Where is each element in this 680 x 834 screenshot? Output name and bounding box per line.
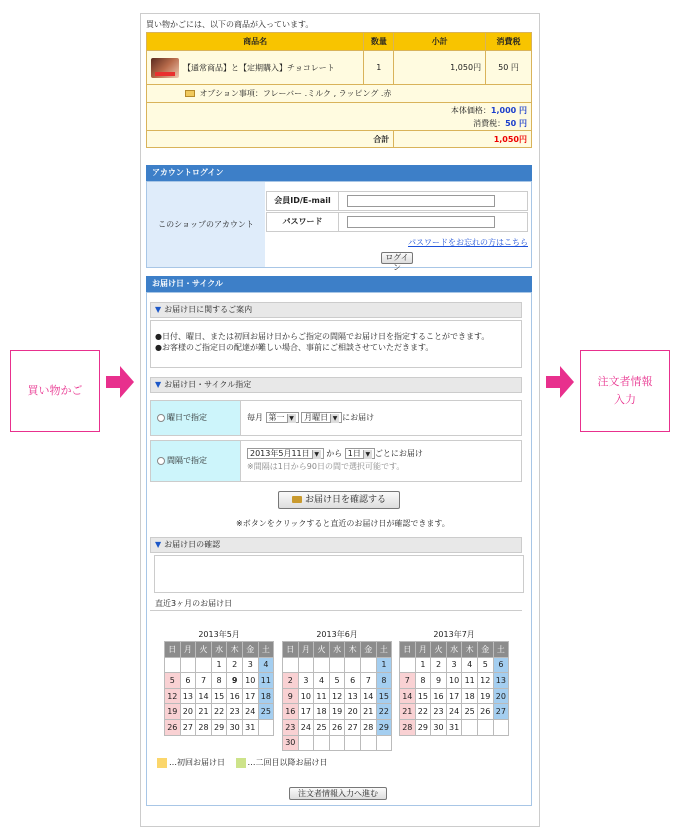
cart-table — [146, 32, 532, 148]
guide-box — [150, 320, 522, 368]
forgot-password-link[interactable]: パスワードをお忘れの方はこちら — [408, 238, 528, 247]
calendar-day: 4 — [314, 673, 330, 689]
calendar-may — [164, 629, 274, 736]
option-text: オプション事項：フレーバー .ミルク , ラッピング .赤 — [199, 89, 392, 98]
step-order-info-box — [580, 350, 670, 432]
product-thumbnail — [151, 58, 179, 78]
weekday-select-value: 月曜日 — [304, 413, 329, 422]
confirm-delivery-label: お届け日を確認する — [304, 495, 386, 505]
calendar-week — [283, 735, 392, 751]
weekday-header: 月 — [415, 642, 431, 658]
calendar-day: 11 — [258, 673, 274, 689]
calendar-day: 29 — [415, 719, 431, 735]
calendar-day: 17 — [298, 704, 314, 720]
check-title: お届け日の確認 — [164, 540, 221, 549]
legend — [157, 757, 328, 768]
total-label: 合計 — [147, 131, 394, 148]
triangle-down-icon: ▼ — [155, 380, 162, 389]
week-select[interactable] — [266, 412, 299, 423]
calendar-day: 25 — [258, 704, 274, 720]
calendar-week — [283, 673, 392, 689]
calendar-day — [345, 735, 361, 751]
calendar-day: 20 — [493, 688, 509, 704]
calendar-day: 23 — [283, 719, 299, 735]
summary-row — [147, 103, 532, 131]
calendar-day: 20 — [345, 704, 361, 720]
col-qty: 数量 — [364, 33, 394, 51]
product-tax: 50 円 — [486, 51, 532, 85]
calendar-day: 16 — [283, 704, 299, 720]
login-id-input[interactable] — [347, 195, 495, 207]
calendar-day: 15 — [415, 688, 431, 704]
calendar-day: 9 — [227, 673, 243, 689]
cycle-header — [150, 377, 522, 393]
interval-option-row — [150, 440, 522, 482]
interval-note: ※間隔は1日から90日の間で選択可能です。 — [247, 462, 405, 471]
calendar-day: 9 — [283, 688, 299, 704]
calendar-june — [282, 629, 392, 751]
calendar-day: 12 — [329, 688, 345, 704]
calendar-day: 18 — [258, 688, 274, 704]
calendar-day: 4 — [462, 657, 478, 673]
col-product: 商品名 — [147, 33, 364, 51]
calendar-day: 5 — [165, 673, 181, 689]
calendar-day — [258, 719, 274, 735]
chevron-down-icon: ▼ — [312, 450, 321, 459]
calendar-day: 30 — [431, 719, 447, 735]
calendar-day — [298, 657, 314, 673]
calendar-day: 5 — [477, 657, 493, 673]
calendar-day — [462, 719, 478, 735]
tax-label: 消費税： — [473, 118, 506, 128]
calendar-day: 23 — [431, 704, 447, 720]
truck-icon — [292, 496, 302, 503]
calendar-day: 29 — [211, 719, 227, 735]
calendar-day: 11 — [314, 688, 330, 704]
login-header: アカウントログイン — [146, 165, 532, 181]
calendar-day: 1 — [211, 657, 227, 673]
calendar-day: 7 — [400, 673, 416, 689]
later-delivery-swatch — [236, 758, 246, 768]
col-tax: 消費税 — [486, 33, 532, 51]
weekday-header: 火 — [314, 642, 330, 658]
weekday-header: 水 — [211, 642, 227, 658]
calendar-day: 20 — [180, 704, 196, 720]
weekday-option-row — [150, 400, 522, 436]
calendar-day: 1 — [376, 657, 392, 673]
calendar-day: 26 — [329, 719, 345, 735]
calendar-week — [400, 704, 509, 720]
login-password-row — [266, 212, 528, 232]
weekday-select[interactable] — [301, 412, 342, 423]
base-price-value: 1,000 円 — [490, 105, 527, 115]
calendar-day: 6 — [345, 673, 361, 689]
calendar-day: 27 — [345, 719, 361, 735]
check-result-box — [154, 555, 524, 593]
cart-intro: 買い物かごには、以下の商品が入っています。 — [146, 20, 314, 29]
calendar-day: 12 — [477, 673, 493, 689]
chevron-down-icon: ▼ — [287, 414, 296, 423]
calendar-title: 2013年7月 — [433, 630, 475, 639]
guide-line: ●日付、曜日、または初回お届け日からご指定の間隔でお届け日を指定することができます。 — [155, 332, 490, 341]
step-order-info-label-1: 注文者情報 — [597, 375, 653, 388]
calendar-day: 10 — [242, 673, 258, 689]
chevron-down-icon: ▼ — [363, 450, 372, 459]
calendar-day — [196, 657, 212, 673]
calendar-day: 10 — [446, 673, 462, 689]
folder-icon — [185, 90, 195, 97]
calendar-day: 4 — [258, 657, 274, 673]
weekday-header: 日 — [400, 642, 416, 658]
calendar-grid — [399, 641, 509, 736]
calendar-day: 21 — [360, 704, 376, 720]
weekday-header: 日 — [165, 642, 181, 658]
calendar-day — [165, 657, 181, 673]
calendar-day: 8 — [415, 673, 431, 689]
calendar-day: 7 — [360, 673, 376, 689]
product-qty: 1 — [364, 51, 394, 85]
interval-days-value: 1日 — [347, 449, 361, 458]
calendar-day: 14 — [196, 688, 212, 704]
calendar-day: 23 — [227, 704, 243, 720]
chevron-down-icon: ▼ — [330, 414, 339, 423]
delivery-header: お届け日・サイクル — [146, 276, 532, 292]
weekday-header: 土 — [258, 642, 274, 658]
weekday-header: 火 — [196, 642, 212, 658]
weekday-header: 木 — [345, 642, 361, 658]
guide-line: ●お客様のご指定日の配達が難しい場合、事前にご相談させていただきます。 — [155, 343, 434, 352]
calendar-week — [165, 673, 274, 689]
calendar-day — [360, 735, 376, 751]
weekday-header: 月 — [180, 642, 196, 658]
calendar-day: 14 — [360, 688, 376, 704]
weekday-header: 木 — [462, 642, 478, 658]
calendar-day: 24 — [446, 704, 462, 720]
confirm-delivery-button[interactable] — [278, 491, 400, 509]
weekday-header: 金 — [477, 642, 493, 658]
calendar-day: 24 — [298, 719, 314, 735]
calendar-week — [165, 719, 274, 735]
weekday-header: 金 — [242, 642, 258, 658]
login-password-label: パスワード — [267, 213, 339, 231]
calendar-day: 26 — [165, 719, 181, 735]
calendar-day: 14 — [400, 688, 416, 704]
check-header — [150, 537, 522, 553]
weekday-suffix: にお届け — [342, 413, 375, 422]
guide-title: お届け日に関するご案内 — [164, 305, 253, 314]
calendar-day — [298, 735, 314, 751]
calendar-day: 19 — [477, 688, 493, 704]
calendar-title: 2013年5月 — [198, 630, 240, 639]
calendar-week — [283, 719, 392, 735]
calendar-day: 19 — [165, 704, 181, 720]
calendar-day: 26 — [477, 704, 493, 720]
calendar-day: 15 — [376, 688, 392, 704]
calendar-week — [283, 704, 392, 720]
recent-label: 直近3ヶ月のお届け日 — [155, 599, 233, 608]
calendar-day: 22 — [376, 704, 392, 720]
triangle-down-icon: ▼ — [155, 540, 162, 549]
calendar-grid — [164, 641, 274, 736]
calendar-day — [329, 657, 345, 673]
weekday-header: 木 — [227, 642, 243, 658]
calendar-day — [360, 657, 376, 673]
calendar-day: 13 — [180, 688, 196, 704]
calendar-day: 30 — [227, 719, 243, 735]
calendar-day: 24 — [242, 704, 258, 720]
calendar-day: 25 — [314, 719, 330, 735]
radio-button[interactable] — [157, 414, 165, 422]
week-select-value: 第一 — [268, 413, 285, 422]
option-row — [147, 85, 532, 103]
calendar-day: 29 — [376, 719, 392, 735]
calendar-day — [329, 735, 345, 751]
weekday-prefix: 毎月 — [247, 413, 263, 422]
calendar-july — [399, 629, 509, 736]
interval-suffix: ごとにお届け — [374, 449, 423, 458]
calendar-day: 17 — [446, 688, 462, 704]
col-subtotal: 小計 — [394, 33, 486, 51]
cycle-title: お届け日・サイクル指定 — [164, 380, 252, 389]
product-subtotal: 1,050円 — [394, 51, 486, 85]
next-step-button[interactable]: 注文者情報入力へ進む — [289, 787, 387, 800]
step-cart-label: 買い物かご — [27, 384, 83, 397]
start-date-value: 2013年5月11日 — [250, 449, 310, 458]
calendar-day: 27 — [493, 704, 509, 720]
divider — [150, 610, 522, 611]
calendar-day: 18 — [462, 688, 478, 704]
calendar-day: 3 — [298, 673, 314, 689]
weekday-header: 水 — [446, 642, 462, 658]
calendar-day — [283, 657, 299, 673]
tax-value: 50 円 — [505, 118, 527, 128]
total-value: 1,050円 — [394, 131, 532, 148]
step-cart-box — [10, 350, 100, 432]
calendar-day: 6 — [493, 657, 509, 673]
interval-days-select[interactable] — [345, 448, 375, 459]
calendar-day: 22 — [211, 704, 227, 720]
weekday-header: 土 — [376, 642, 392, 658]
weekday-header: 月 — [298, 642, 314, 658]
calendar-day: 31 — [242, 719, 258, 735]
login-id-label: 会員ID/E-mail — [267, 192, 339, 210]
calendar-day: 2 — [431, 657, 447, 673]
table-row — [147, 51, 532, 85]
legend-first: …初回お届け日 — [169, 758, 225, 767]
calendar-day: 25 — [462, 704, 478, 720]
calendar-day: 28 — [196, 719, 212, 735]
calendar-day: 16 — [431, 688, 447, 704]
login-id-row — [266, 191, 528, 211]
calendar-day: 31 — [446, 719, 462, 735]
total-row — [147, 131, 532, 148]
calendar-day: 5 — [329, 673, 345, 689]
calendar-day: 8 — [376, 673, 392, 689]
calendar-day: 18 — [314, 704, 330, 720]
weekday-option-label: 曜日で指定 — [167, 413, 207, 422]
calendar-day: 3 — [446, 657, 462, 673]
calendar-day: 1 — [415, 657, 431, 673]
calendar-day: 9 — [431, 673, 447, 689]
start-date-select[interactable] — [247, 448, 324, 459]
interval-option[interactable] — [151, 441, 241, 481]
calendar-day — [345, 657, 361, 673]
calendar-title: 2013年6月 — [316, 630, 358, 639]
calendar-day: 27 — [180, 719, 196, 735]
calendar-day: 13 — [345, 688, 361, 704]
calendar-day: 22 — [415, 704, 431, 720]
login-button[interactable]: ログイン — [381, 252, 413, 264]
weekday-header: 日 — [283, 642, 299, 658]
step-order-info-label-2: 入力 — [614, 393, 636, 406]
calendar-day: 10 — [298, 688, 314, 704]
guide-header — [150, 302, 522, 318]
calendar-day: 11 — [462, 673, 478, 689]
calendar-day: 30 — [283, 735, 299, 751]
calendar-week — [400, 719, 509, 735]
weekday-header: 水 — [329, 642, 345, 658]
calendar-week — [400, 688, 509, 704]
calendar-week — [283, 657, 392, 673]
interval-option-label: 間隔で指定 — [167, 456, 207, 465]
calendar-day: 12 — [165, 688, 181, 704]
calendar-day: 6 — [180, 673, 196, 689]
weekday-option[interactable] — [151, 401, 241, 435]
confirm-note: ※ボタンをクリックすると直近のお届け日が確認できます。 — [236, 519, 450, 528]
calendar-day: 17 — [242, 688, 258, 704]
base-price-label: 本体価格： — [450, 105, 491, 115]
calendar-day — [180, 657, 196, 673]
calendar-day: 28 — [400, 719, 416, 735]
calendar-week — [283, 688, 392, 704]
calendar-day — [400, 657, 416, 673]
calendar-day: 16 — [227, 688, 243, 704]
login-password-input[interactable] — [347, 216, 495, 228]
calendar-day: 3 — [242, 657, 258, 673]
calendar-day: 8 — [211, 673, 227, 689]
weekday-header: 火 — [431, 642, 447, 658]
calendar-week — [165, 704, 274, 720]
calendar-day — [493, 719, 509, 735]
product-name: 【通常商品】と【定期購入】チョコレート — [183, 63, 335, 72]
triangle-down-icon: ▼ — [155, 305, 162, 314]
calendar-day — [376, 735, 392, 751]
weekday-header: 金 — [360, 642, 376, 658]
calendar-day: 13 — [493, 673, 509, 689]
calendar-week — [400, 673, 509, 689]
calendar-week — [165, 688, 274, 704]
calendar-day: 19 — [329, 704, 345, 720]
calendar-day: 2 — [283, 673, 299, 689]
radio-button[interactable] — [157, 457, 165, 465]
legend-second: …二回目以降お届け日 — [247, 758, 328, 767]
login-label: このショップのアカウント — [147, 182, 265, 267]
calendar-day: 2 — [227, 657, 243, 673]
calendar-day — [477, 719, 493, 735]
calendar-day: 21 — [196, 704, 212, 720]
calendar-day: 7 — [196, 673, 212, 689]
calendar-grid — [282, 641, 392, 751]
weekday-header: 土 — [493, 642, 509, 658]
calendar-day — [314, 657, 330, 673]
first-delivery-swatch — [157, 758, 167, 768]
calendar-day: 28 — [360, 719, 376, 735]
calendar-day — [314, 735, 330, 751]
calendar-week — [165, 657, 274, 673]
calendar-day: 21 — [400, 704, 416, 720]
interval-from: から — [326, 449, 343, 458]
calendar-week — [400, 657, 509, 673]
calendar-day: 15 — [211, 688, 227, 704]
